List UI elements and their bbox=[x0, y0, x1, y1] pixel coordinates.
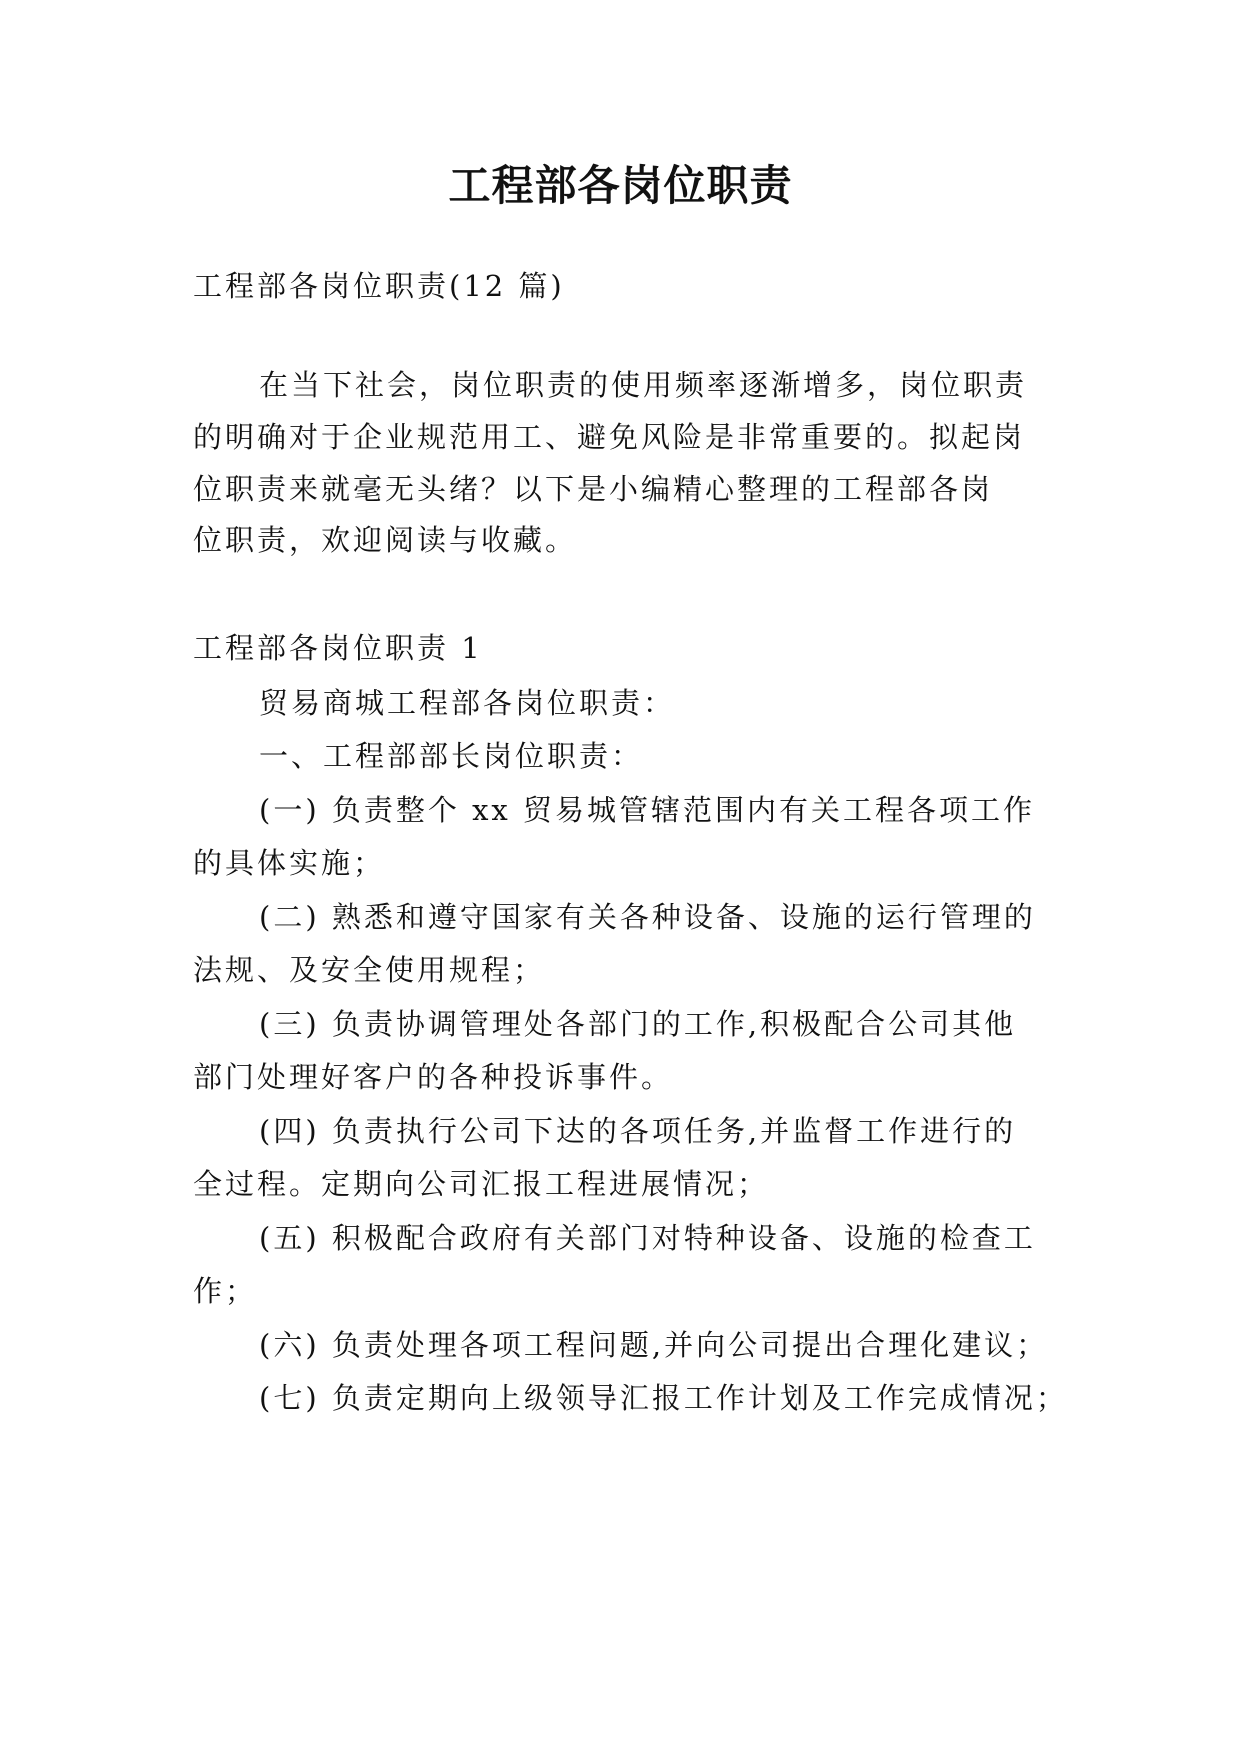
intro-line-1: 在当下社会，岗位职责的使用频率逐渐增多，岗位职责 bbox=[259, 368, 1028, 402]
section-line-14: (七) 负责定期向上级领导汇报工作计划及工作完成情况； bbox=[259, 1381, 1068, 1415]
section-line-2: 一、工程部部长岗位职责： bbox=[259, 739, 644, 773]
section-line-12: 作； bbox=[193, 1274, 258, 1308]
section-line-10: 全过程。定期向公司汇报工程进展情况； bbox=[193, 1167, 770, 1201]
section-line-8: 部门处理好客户的各种投诉事件。 bbox=[193, 1060, 674, 1094]
section-line-7: (三) 负责协调管理处各部门的工作,积极配合公司其他 bbox=[259, 1007, 1017, 1041]
section-heading: 工程部各岗位职责 1 bbox=[193, 631, 483, 665]
section-line-4: 的具体实施； bbox=[193, 846, 386, 880]
section-line-5: (二) 熟悉和遵守国家有关各种设备、设施的运行管理的 bbox=[259, 900, 1036, 934]
section-line-1: 贸易商城工程部各岗位职责： bbox=[259, 686, 676, 720]
intro-line-2: 的明确对于企业规范用工、避免风险是非常重要的。拟起岗 bbox=[193, 420, 1026, 454]
section-line-11: (五) 积极配合政府有关部门对特种设备、设施的检查工 bbox=[259, 1221, 1036, 1255]
section-line-3: (一) 负责整个 xx 贸易城管辖范围内有关工程各项工作 bbox=[259, 793, 1035, 827]
intro-line-3: 位职责来就毫无头绪？以下是小编精心整理的工程部各岗 bbox=[193, 472, 994, 506]
document-title: 工程部各岗位职责 bbox=[448, 161, 793, 210]
section-line-6: 法规、及安全使用规程； bbox=[193, 953, 546, 987]
intro-line-4: 位职责，欢迎阅读与收藏。 bbox=[193, 523, 578, 557]
section-line-9: (四) 负责执行公司下达的各项任务,并监督工作进行的 bbox=[259, 1114, 1017, 1148]
section-line-13: (六) 负责处理各项工程问题,并向公司提出合理化建议； bbox=[259, 1328, 1049, 1362]
document-subtitle: 工程部各岗位职责(12 篇) bbox=[193, 269, 565, 303]
